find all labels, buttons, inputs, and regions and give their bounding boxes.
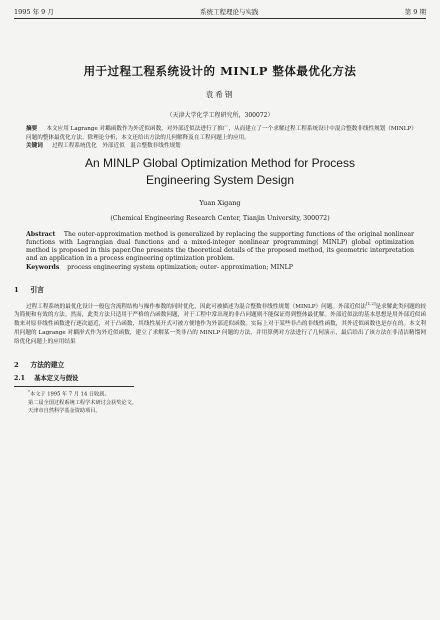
section-1-paragraph (14, 300, 426, 347)
affiliation-chinese: （天津大学化学工程研究所，300072） (166, 112, 274, 119)
author-chinese: 袁希钢 (205, 90, 235, 99)
footnote-divider (14, 386, 134, 387)
abstract-chinese-label: 摘要 (26, 126, 38, 132)
section-1-heading (14, 284, 426, 294)
keywords-chinese-label: 关键词 (26, 143, 43, 150)
abstract-english-label: Abstract (26, 230, 56, 238)
footnote-received: *本文于 1995 年 7 月 14 日收到。 (28, 388, 110, 398)
title-english (14, 155, 426, 189)
footnote-received-text: 本文于 1995 年 7 月 14 日收到。 (30, 391, 110, 398)
subsection-2-1-heading (14, 373, 426, 382)
subsection-2-1-number: 2.1 (14, 374, 25, 382)
keywords-chinese (26, 142, 414, 151)
title-english-line1: An MINLP Global Optimization Method for Process (85, 155, 355, 170)
affiliation-english: (Chemical Engineering Research Center, Tianjin University, 300072) (110, 214, 330, 222)
section-1-text-a: 过程工程系统的最优化设计一般包含流程结构与操作参数的同时优化，因此可被描述为混合整数非线性规划（MINLP）问题。外部近似法 (26, 303, 367, 310)
keywords-english-label: Keywords (26, 263, 60, 271)
abstract-english-text: The outer-approximation method is generalized by replacing the supporting functions of the original nonlinear functions with Lagrangian dual functions and a mixed-integer nonlinear programming( MINLP) global optimization method is proposed in this paper.One presents the theoretical details of the proposed method, its geometric interpretation and an application in a process engineering optimization problem. (26, 230, 415, 263)
subsection-2-1-title: 基本定义与假设 (34, 374, 79, 382)
section-1-title: 引言 (30, 285, 44, 294)
running-head-journal: 系统工程理论与实践 (200, 8, 259, 16)
section-1-text-b: 是求解此类问题的较为简便和有效的方法。然而，此类方法只适用于严格的凸函数问题，对于工程中常出现的非凸问题则不能保证得到整体最优解。外部近似法的基本思想是用外部近似函数来对原非线性函数进行逐次逼近，对于凸函数，其线性展开式可被方便地作为外部近似函数。实际上对于某些非凸的非线性函数，其外近似函数也是存在的。本文利用问题的 Lagrange 对耦形式作为外近似函数，建立了求解某一类非凸的 MINLP 问题的方法，并用算例对方法进行了几何演示，最后给出了该方法在非清洁精馏网络优化问题上的应用结果 (14, 303, 426, 345)
keywords-english-text: process engineering system optimization; outer- approximation; MINLP (67, 263, 293, 271)
abstract-english (26, 231, 414, 264)
title-chinese: 用于过程工程系统设计的 MINLP 整体最优化方法 (83, 64, 357, 78)
running-head-date: 1995 年 9 月 (14, 8, 54, 16)
abstract-chinese (26, 125, 414, 142)
title-english-line2: Engineering System Design (145, 172, 295, 187)
section-2-title: 方法的建立 (30, 360, 65, 369)
keywords-english (26, 264, 414, 272)
author-english: Yuan Xigang (199, 198, 241, 207)
section-2-number: 2 (14, 360, 19, 369)
footnote-funding: 天津市自然科学基金资助项目。 (28, 407, 101, 414)
keywords-chinese-text: 过程工程系统优化 外部近似 混合整数非线性规划 (51, 143, 181, 150)
abstract-chinese-text: 本文应用 Lagrange 对耦函数作为外近似函数，对外部近似法进行了推广，从而建立了一个求解过程工程系统设计中混合整数非线性规划（MINLP）问题的整体最优化方法。除理论分析，本文还给出方法的几何解释及在工程问题上的应用。 (26, 126, 414, 141)
citation-ref: [1,2] (366, 300, 376, 306)
running-head (14, 8, 426, 19)
section-2-heading (14, 359, 426, 369)
footnote-award: 第二届全国过程系统工程学术研讨会获奖论文。 (28, 399, 137, 406)
section-1-number: 1 (14, 285, 19, 294)
running-head-issue: 第 9 期 (404, 8, 426, 16)
